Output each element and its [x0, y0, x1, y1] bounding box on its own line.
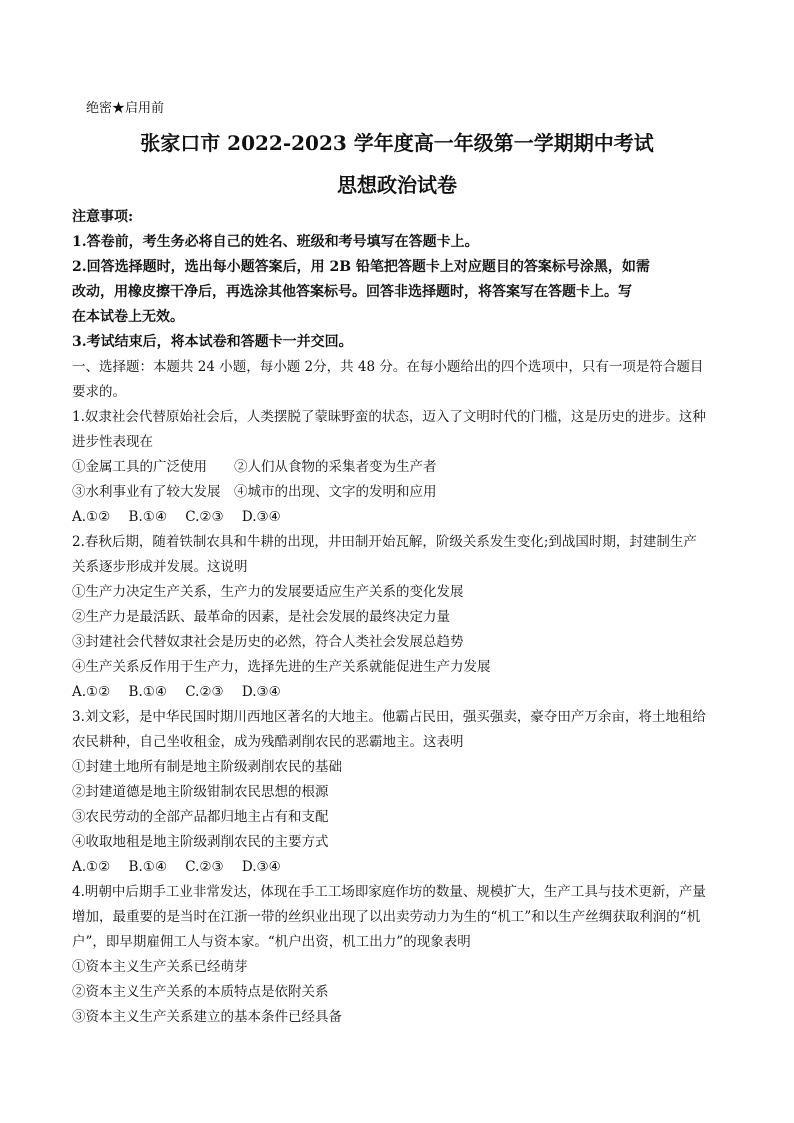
q3-option-d[interactable]: D.③④ — [241, 859, 281, 875]
q3-option-a[interactable]: A.①② — [72, 859, 111, 875]
q1-option-d[interactable]: D.③④ — [241, 509, 281, 525]
q2-option-b[interactable]: B.①④ — [128, 684, 167, 700]
q3-item-1: ①封建土地所有制是地主阶级剥削农民的基础 — [72, 759, 342, 775]
q4-stem-cont-2: 户”，即早期雇佣工人与资本家。“机户出资，机工出力”的现象表明 — [72, 934, 471, 950]
note-3: 3.考试结束后，将本试卷和答题卡一并交回。 — [72, 334, 353, 350]
q1-items-row-2: ③水利事业有了较大发展 ④城市的出现、文字的发明和应用 — [72, 484, 437, 500]
q4-item-1: ①资本主义生产关系已经萌芽 — [72, 959, 248, 975]
exam-content — [72, 205, 722, 1030]
note-2-line-3: 在本试卷上无效。 — [72, 309, 184, 325]
q2-item-2: ②生产力是最活跃、最革命的因素，是社会发展的最终决定力量 — [72, 609, 450, 625]
note-1: 1.答卷前，考生务必将自己的姓名、班级和考号填写在答题卡上。 — [72, 234, 479, 250]
q4-stem: 4.明朝中后期手工业非常发达，体现在手工工场即家庭作坊的数量、规模扩大，生产工具与技术更新，产量 — [72, 884, 706, 900]
q2-item-3: ③封建社会代替奴隶社会是历史的必然，符合人类社会发展总趋势 — [72, 634, 464, 650]
q4-stem-cont: 增加，最重要的是当时在江浙一带的丝织业出现了以出卖劳动力为生的“机工”和以生产丝绸获取利润的“机 — [72, 909, 701, 925]
q1-items-row-1: ①金属工具的广泛使用 ②人们从食物的采集者变为生产者 — [72, 459, 437, 475]
q2-option-a[interactable]: A.①② — [72, 684, 111, 700]
q4-item-3: ③资本主义生产关系建立的基本条件已经具备 — [72, 1009, 342, 1025]
exam-title: 张家口市 2022-2023 学年度高一年级第一学期期中考试 — [140, 131, 654, 155]
q1-options — [72, 505, 722, 530]
note-2-line-1: 2.回答选择题时，选出每小题答案后，用 2B 铅笔把答题卡上对应题目的答案标号涂黑，如需 — [72, 259, 650, 275]
q3-options — [72, 855, 722, 880]
q3-stem-cont: 农民耕种，自己坐收租金，成为残酷剥削农民的恶霸地主。这表明 — [72, 734, 464, 750]
q3-option-b[interactable]: B.①④ — [128, 859, 167, 875]
section-instructions: 一、选择题：本题共 24 小题，每小题 2分，共 48 分。在每小题给出的四个选项中，只有一项是符合题目 — [72, 359, 704, 375]
q1-option-a[interactable]: A.①② — [72, 509, 111, 525]
q2-options — [72, 680, 722, 705]
q2-option-d[interactable]: D.③④ — [241, 684, 281, 700]
confidential-mark: 绝密★启用前 — [86, 101, 165, 116]
q1-stem: 1.奴隶社会代替原始社会后，人类摆脱了蒙昧野蛮的状态，迈入了文明时代的门槛，这是历史的进步。这种 — [72, 409, 706, 425]
note-2-line-2: 改动，用橡皮擦干净后，再选涂其他答案标号。回答非选择题时，将答案写在答题卡上。写 — [72, 284, 632, 300]
q1-option-c[interactable]: C.②③ — [185, 509, 224, 525]
q2-stem: 2.春秋后期，随着铁制农具和牛耕的出现，井田制开始瓦解，阶级关系发生变化;到战国时期，封建制生产 — [72, 534, 697, 550]
section-instructions-cont: 要求的。 — [72, 384, 126, 400]
q2-stem-cont: 关系逐步形成并发展。这说明 — [72, 559, 248, 575]
q3-item-3: ③农民劳动的全部产品都归地主占有和支配 — [72, 809, 329, 825]
q3-option-c[interactable]: C.②③ — [185, 859, 224, 875]
subject-title: 思想政治试卷 — [337, 173, 457, 197]
q3-item-4: ④收取地租是地主阶级剥削农民的主要方式 — [72, 834, 329, 850]
q2-item-4: ④生产关系反作用于生产力，选择先进的生产关系就能促进生产力发展 — [72, 659, 491, 675]
q2-option-c[interactable]: C.②③ — [185, 684, 224, 700]
q2-item-1: ①生产力决定生产关系，生产力的发展要适应生产关系的变化发展 — [72, 584, 464, 600]
q1-option-b[interactable]: B.①④ — [128, 509, 167, 525]
notes-heading: 注意事项: — [72, 209, 134, 225]
q3-stem: 3.刘文彩，是中华民国时期川西地区著名的大地主。他霸占民田，强买强卖，豪夺田产万余亩，将土地租给 — [72, 709, 706, 725]
q4-item-2: ②资本主义生产关系的本质特点是依附关系 — [72, 984, 329, 1000]
q3-item-2: ②封建道德是地主阶级钳制农民思想的根源 — [72, 784, 329, 800]
q1-stem-cont: 进步性表现在 — [72, 434, 153, 450]
